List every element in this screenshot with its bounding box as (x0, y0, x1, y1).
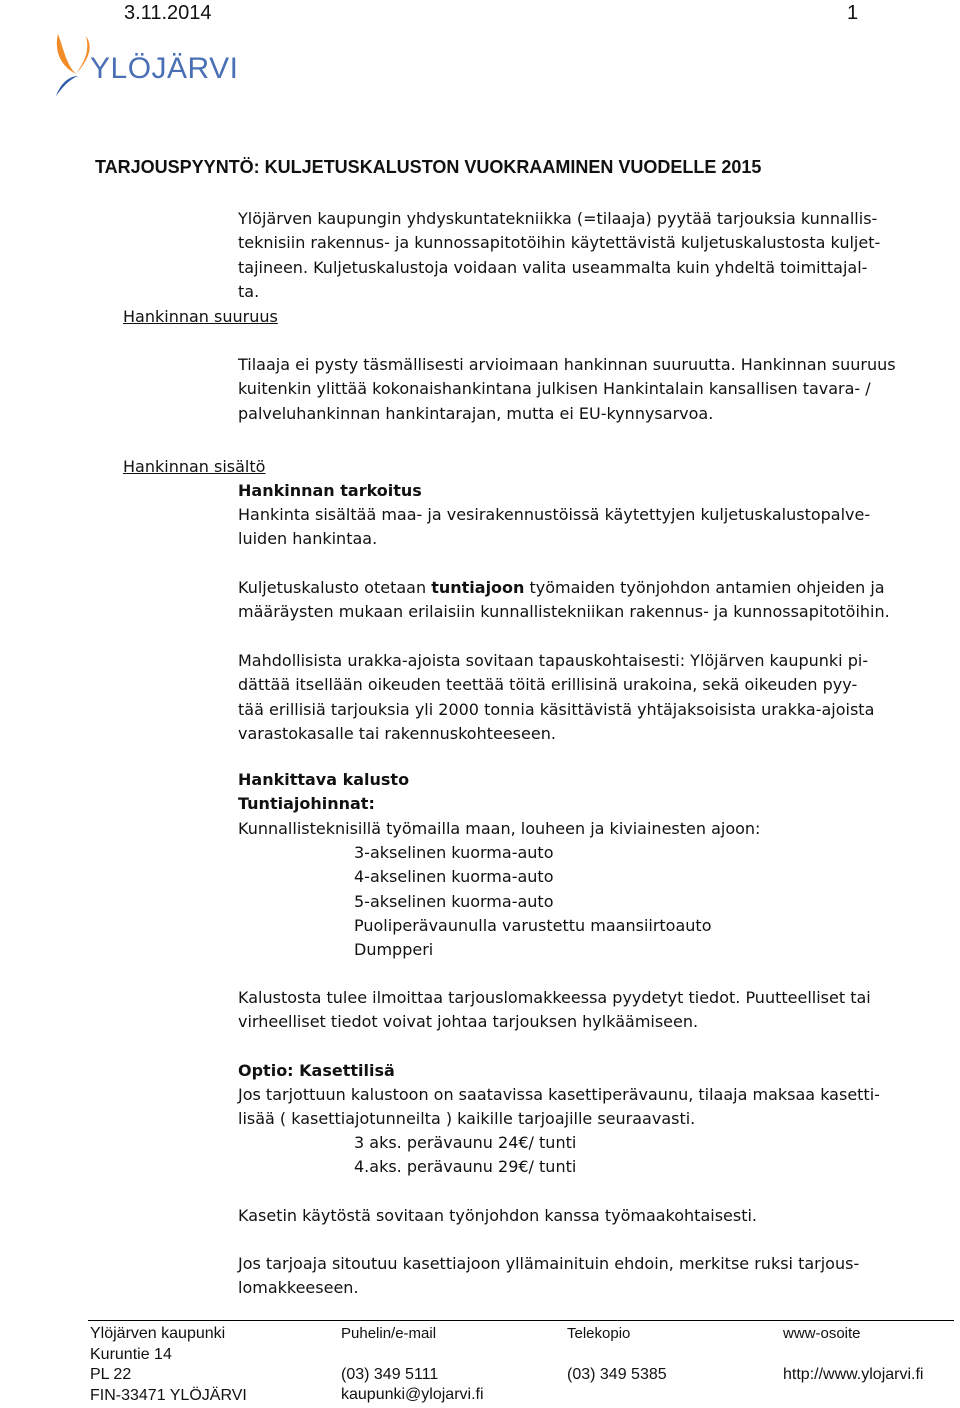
footer-divider (88, 1320, 954, 1321)
intro-line: ta. (238, 281, 260, 301)
footer-web-label: www-osoite (783, 1325, 861, 1342)
price-item: 4.aks. perävaunu 29€/ tunti (354, 1157, 577, 1177)
list-item: 3-akselinen kuorma-auto (354, 843, 554, 862)
tuntiajo-line-1 (238, 576, 890, 600)
price-item: 3 aks. perävaunu 24€/ tunti (354, 1133, 577, 1152)
heading-hankinnan-suuruus: Hankinnan suuruus (123, 307, 278, 326)
footer-org-name: Ylöjärven kaupunki (90, 1325, 226, 1342)
footer-postal: FIN-33471 YLÖJÄRVI (90, 1386, 247, 1404)
urakka-line: varastokasalle tai rakennuskohteeseen. (238, 723, 556, 743)
suuruus-line: Tilaaja ei pysty täsmällisesti arvioimaan hankinnan suuruutta. Hankinnan suuruus (238, 355, 896, 374)
footer-fax: (03) 349 5385 (567, 1366, 667, 1383)
tarkoitus-line: Hankinta sisältää maa- ja vesirakennustöissä käytettyjen kuljetuskalustopalve- (238, 505, 871, 524)
header-date: 3.11.2014 (124, 2, 212, 24)
urakka-paragraph (238, 649, 874, 746)
kasetti-paragraph: Kasetin käytöstä sovitaan työnjohdon kanssa työmaakohtaisesti. (238, 1206, 758, 1225)
suuruus-paragraph (238, 353, 896, 426)
vehicle-list (354, 841, 711, 962)
kalusto-line: virheelliset tiedot voivat johtaa tarjouksen hylkäämiseen. (238, 1012, 699, 1032)
intro-line: teknisiin rakennus- ja kunnossapitotöihin käytettävistä kuljetuskalustosta kuljet- (238, 233, 881, 253)
urakka-line: dättää itsellään oikeuden teettää töitä erillisinä urakoina, sekä oikeuden pyy- (238, 675, 858, 695)
kalusto-line: Kalustosta tulee ilmoittaa tarjouslomakkeessa pyydetyt tiedot. Puutteelliset tai (238, 988, 871, 1007)
list-item: Puoliperävaunulla varustettu maansiirtoauto (354, 915, 712, 935)
optio-paragraph (238, 1083, 880, 1132)
tuntiajo-line-2: määräysten mukaan erilaisiin kunnallistekniikan rakennus- ja kunnossapitotöihin. (238, 602, 890, 622)
emphasis-tuntiajoon: tuntiajoon (431, 578, 525, 597)
heading-hankinnan-tarkoitus: Hankinnan tarkoitus (238, 481, 422, 500)
urakka-line: Mahdollisista urakka-ajoista sovitaan tapauskohtaisesti: Ylöjärven kaupunki pi- (238, 651, 869, 670)
suuruus-line: palveluhankinnan hankintarajan, mutta ei EU-kynnysarvoa. (238, 403, 714, 423)
intro-line: tajineen. Kuljetuskalustoja voidaan valita useammalta kuin yhdeltä toimittajal- (238, 257, 868, 277)
footer-email[interactable]: kaupunki@ylojarvi.fi (341, 1386, 484, 1403)
footer-web-link[interactable]: http://www.ylojarvi.fi (783, 1366, 924, 1383)
suuruus-line: kuitenkin ylittää kokonaishankintana julkisen Hankintalain kansallisen tavara- / (238, 379, 871, 399)
tuntiajo-intro: Kunnallisteknisillä työmailla maan, louheen ja kiviainesten ajoon: (238, 819, 761, 838)
ruksi-line: Jos tarjoaja sitoutuu kasettiajoon yllämainituin ehdoin, merkitse ruksi tarjous- (238, 1254, 860, 1273)
footer-phone-label: Puhelin/e-mail (341, 1325, 437, 1342)
footer-fax-label: Telekopio (567, 1325, 631, 1342)
tuntiajo-paragraph (238, 576, 890, 625)
heading-tuntiajohinnat: Tuntiajohinnat: (238, 794, 375, 813)
heading-hankinnan-sisalto: Hankinnan sisältö (123, 457, 266, 476)
logo-text: YLÖJÄRVI (90, 52, 239, 85)
ruksi-line: lomakkeeseen. (238, 1278, 359, 1298)
optio-price-list (354, 1131, 576, 1180)
optio-line: Jos tarjottuun kalustoon on saatavissa kasettiperävaunu, tilaaja maksaa kasetti- (238, 1085, 880, 1104)
tarkoitus-line: luiden hankintaa. (238, 529, 378, 549)
document-title: TARJOUSPYYNTÖ: KULJETUSKALUSTON VUOKRAAMINEN VUODELLE 2015 (95, 157, 762, 177)
text-segment: Kuljetuskalusto otetaan (238, 578, 432, 597)
list-item: 5-akselinen kuorma-auto (354, 891, 554, 911)
optio-line: lisää ( kasettiajotunneilta ) kaikille tarjoajille seuraavasti. (238, 1109, 696, 1129)
footer-street: Kuruntie 14 (90, 1345, 172, 1363)
intro-line: Ylöjärven kaupungin yhdyskuntatekniikka (=tilaaja) pyytää tarjouksia kunnallis- (238, 209, 878, 228)
tarkoitus-paragraph (238, 503, 870, 552)
footer-address (90, 1324, 247, 1406)
kalusto-tiedot-paragraph (238, 986, 871, 1035)
intro-paragraph (238, 207, 880, 304)
text-segment: työmaiden työnjohdon antamien ohjeiden ja (524, 578, 885, 597)
list-item: 4-akselinen kuorma-auto (354, 867, 554, 887)
ruksi-paragraph (238, 1252, 859, 1301)
page-number: 1 (847, 2, 859, 24)
list-item: Dumpperi (354, 940, 434, 960)
heading-hankittava-kalusto: Hankittava kalusto (238, 770, 410, 789)
urakka-line: tää erillisiä tarjouksia yli 2000 tonnia käsittävistä yhtäjaksoisista urakka-ajoista (238, 699, 875, 719)
heading-optio-kasettilisa: Optio: Kasettilisä (238, 1061, 395, 1080)
ylojarvi-logo (48, 30, 239, 102)
footer-pobox: PL 22 (90, 1366, 132, 1383)
footer-phone: (03) 349 5111 (341, 1366, 439, 1383)
